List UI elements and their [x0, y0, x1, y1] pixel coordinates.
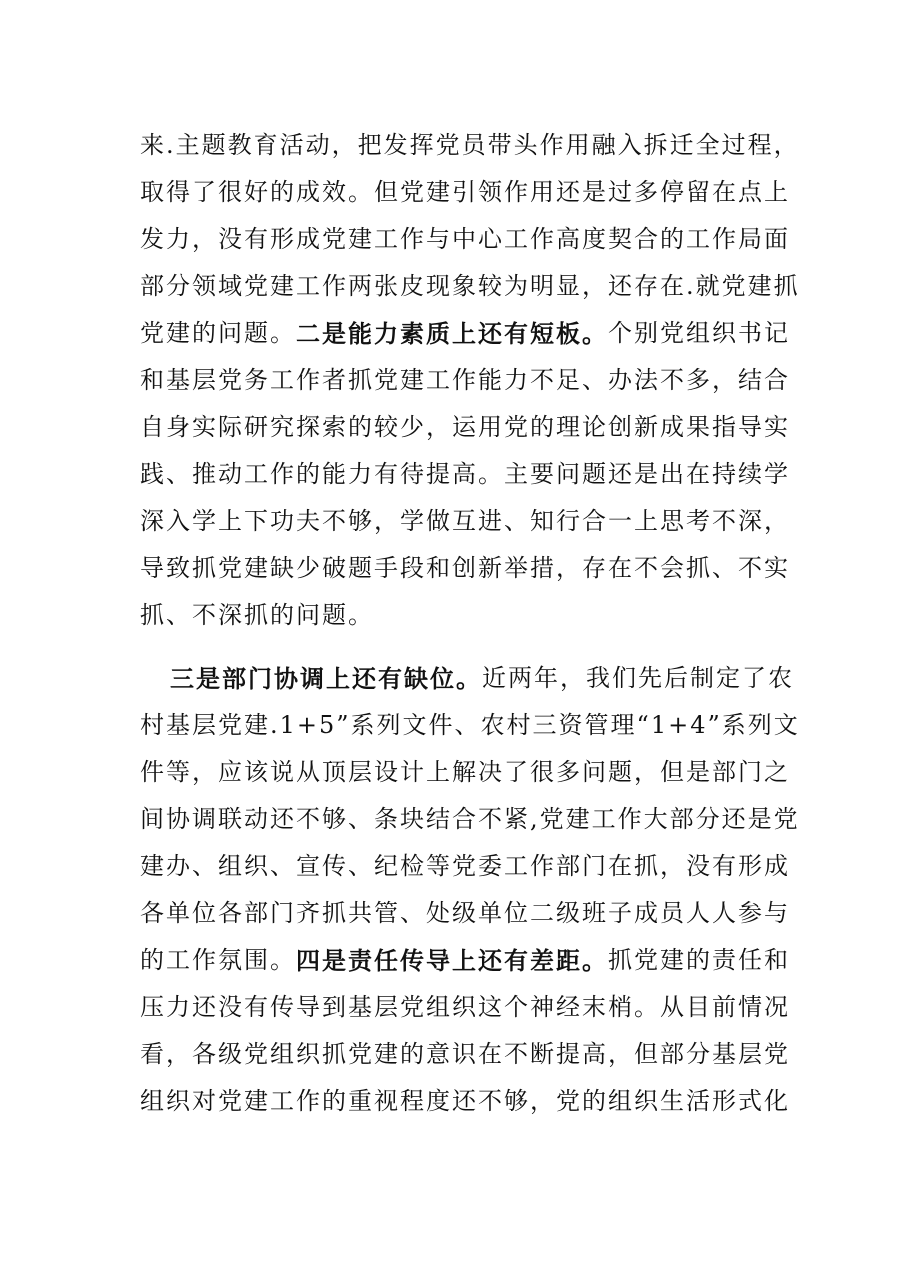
text-line: [140, 169, 790, 216]
text-line: [140, 122, 800, 169]
text-line: [140, 592, 780, 639]
text-line: [140, 1078, 790, 1125]
text-run: 各单位各部门齐抓共管、处级单位二级班子成员人人参与: [140, 899, 790, 927]
text-run: 来.主题教育活动，把发挥党员带头作用融入拆迁全过程，: [140, 131, 800, 159]
text-line: [140, 890, 790, 937]
text-run: 的工作氛围。: [140, 946, 296, 974]
text-run: 抓、不深抓的问题。: [140, 601, 374, 629]
text-line: [140, 216, 790, 263]
text-run: 导致抓党建缺少破题手段和创新举措，存在不会抓、不实: [140, 554, 790, 582]
text-run: 间协调联动还不够、条块结合不紧,党建工作大部分还是党: [140, 805, 800, 833]
text-run: 部分领域党建工作两张皮现象较为明显，还存在.就党建抓: [140, 272, 800, 300]
text-line: [140, 796, 800, 843]
paragraph-1: [140, 122, 800, 639]
text-run: 压力还没有传导到基层党组织这个神经末梢。从目前情况: [140, 993, 790, 1021]
text-line: [140, 937, 790, 984]
text-line: [140, 357, 790, 404]
text-run: 组织对党建工作的重视程度还不够，党的组织生活形式化: [140, 1087, 790, 1115]
text-run: 自身实际研究探索的较少，运用党的理论创新成果指导实: [140, 413, 790, 441]
text-run: 看，各级党组织抓党建的意识在不断提高，但部分基层党: [140, 1040, 790, 1068]
text-line: [140, 451, 790, 498]
bold-heading: 二是能力素质上还有短板。: [296, 319, 608, 348]
bold-heading: 四是责任传导上还有差距。: [296, 946, 608, 975]
text-line: [140, 545, 790, 592]
text-run: 近两年，我们先后制定了农: [482, 664, 794, 692]
text-run: 村基层党建.1+5”系列文件、农村三资管理“1+4”系列文: [140, 711, 800, 739]
text-line: [140, 843, 790, 890]
text-line: [140, 702, 800, 749]
text-run: 取得了很好的成效。但党建引领作用还是过多停留在点上: [140, 178, 790, 206]
text-line: [140, 655, 794, 702]
text-line: [140, 498, 790, 545]
text-line: [140, 1031, 790, 1078]
text-line: [140, 984, 790, 1031]
bold-heading: 三是部门协调上还有缺位。: [170, 664, 482, 693]
text-run: 和基层党务工作者抓党建工作能力不足、办法不多，结合: [140, 366, 790, 394]
text-line: [140, 263, 800, 310]
text-line: [140, 404, 790, 451]
text-run: 践、推动工作的能力有待提高。主要问题还是出在持续学: [140, 460, 790, 488]
text-run: 抓党建的责任和: [608, 946, 790, 974]
text-run: 党建的问题。: [140, 319, 296, 347]
text-run: 建办、组织、宣传、纪检等党委工作部门在抓，没有形成: [140, 852, 790, 880]
text-run: 个别党组织书记: [608, 319, 790, 347]
text-run: 深入学上下功夫不够，学做互进、知行合一上思考不深，: [140, 507, 790, 535]
text-line: [140, 749, 790, 796]
text-line: [140, 310, 790, 357]
text-run: 发力，没有形成党建工作与中心工作高度契合的工作局面: [140, 225, 790, 253]
text-run: 件等，应该说从顶层设计上解决了很多问题，但是部门之: [140, 758, 790, 786]
paragraph-2: [140, 655, 800, 1125]
